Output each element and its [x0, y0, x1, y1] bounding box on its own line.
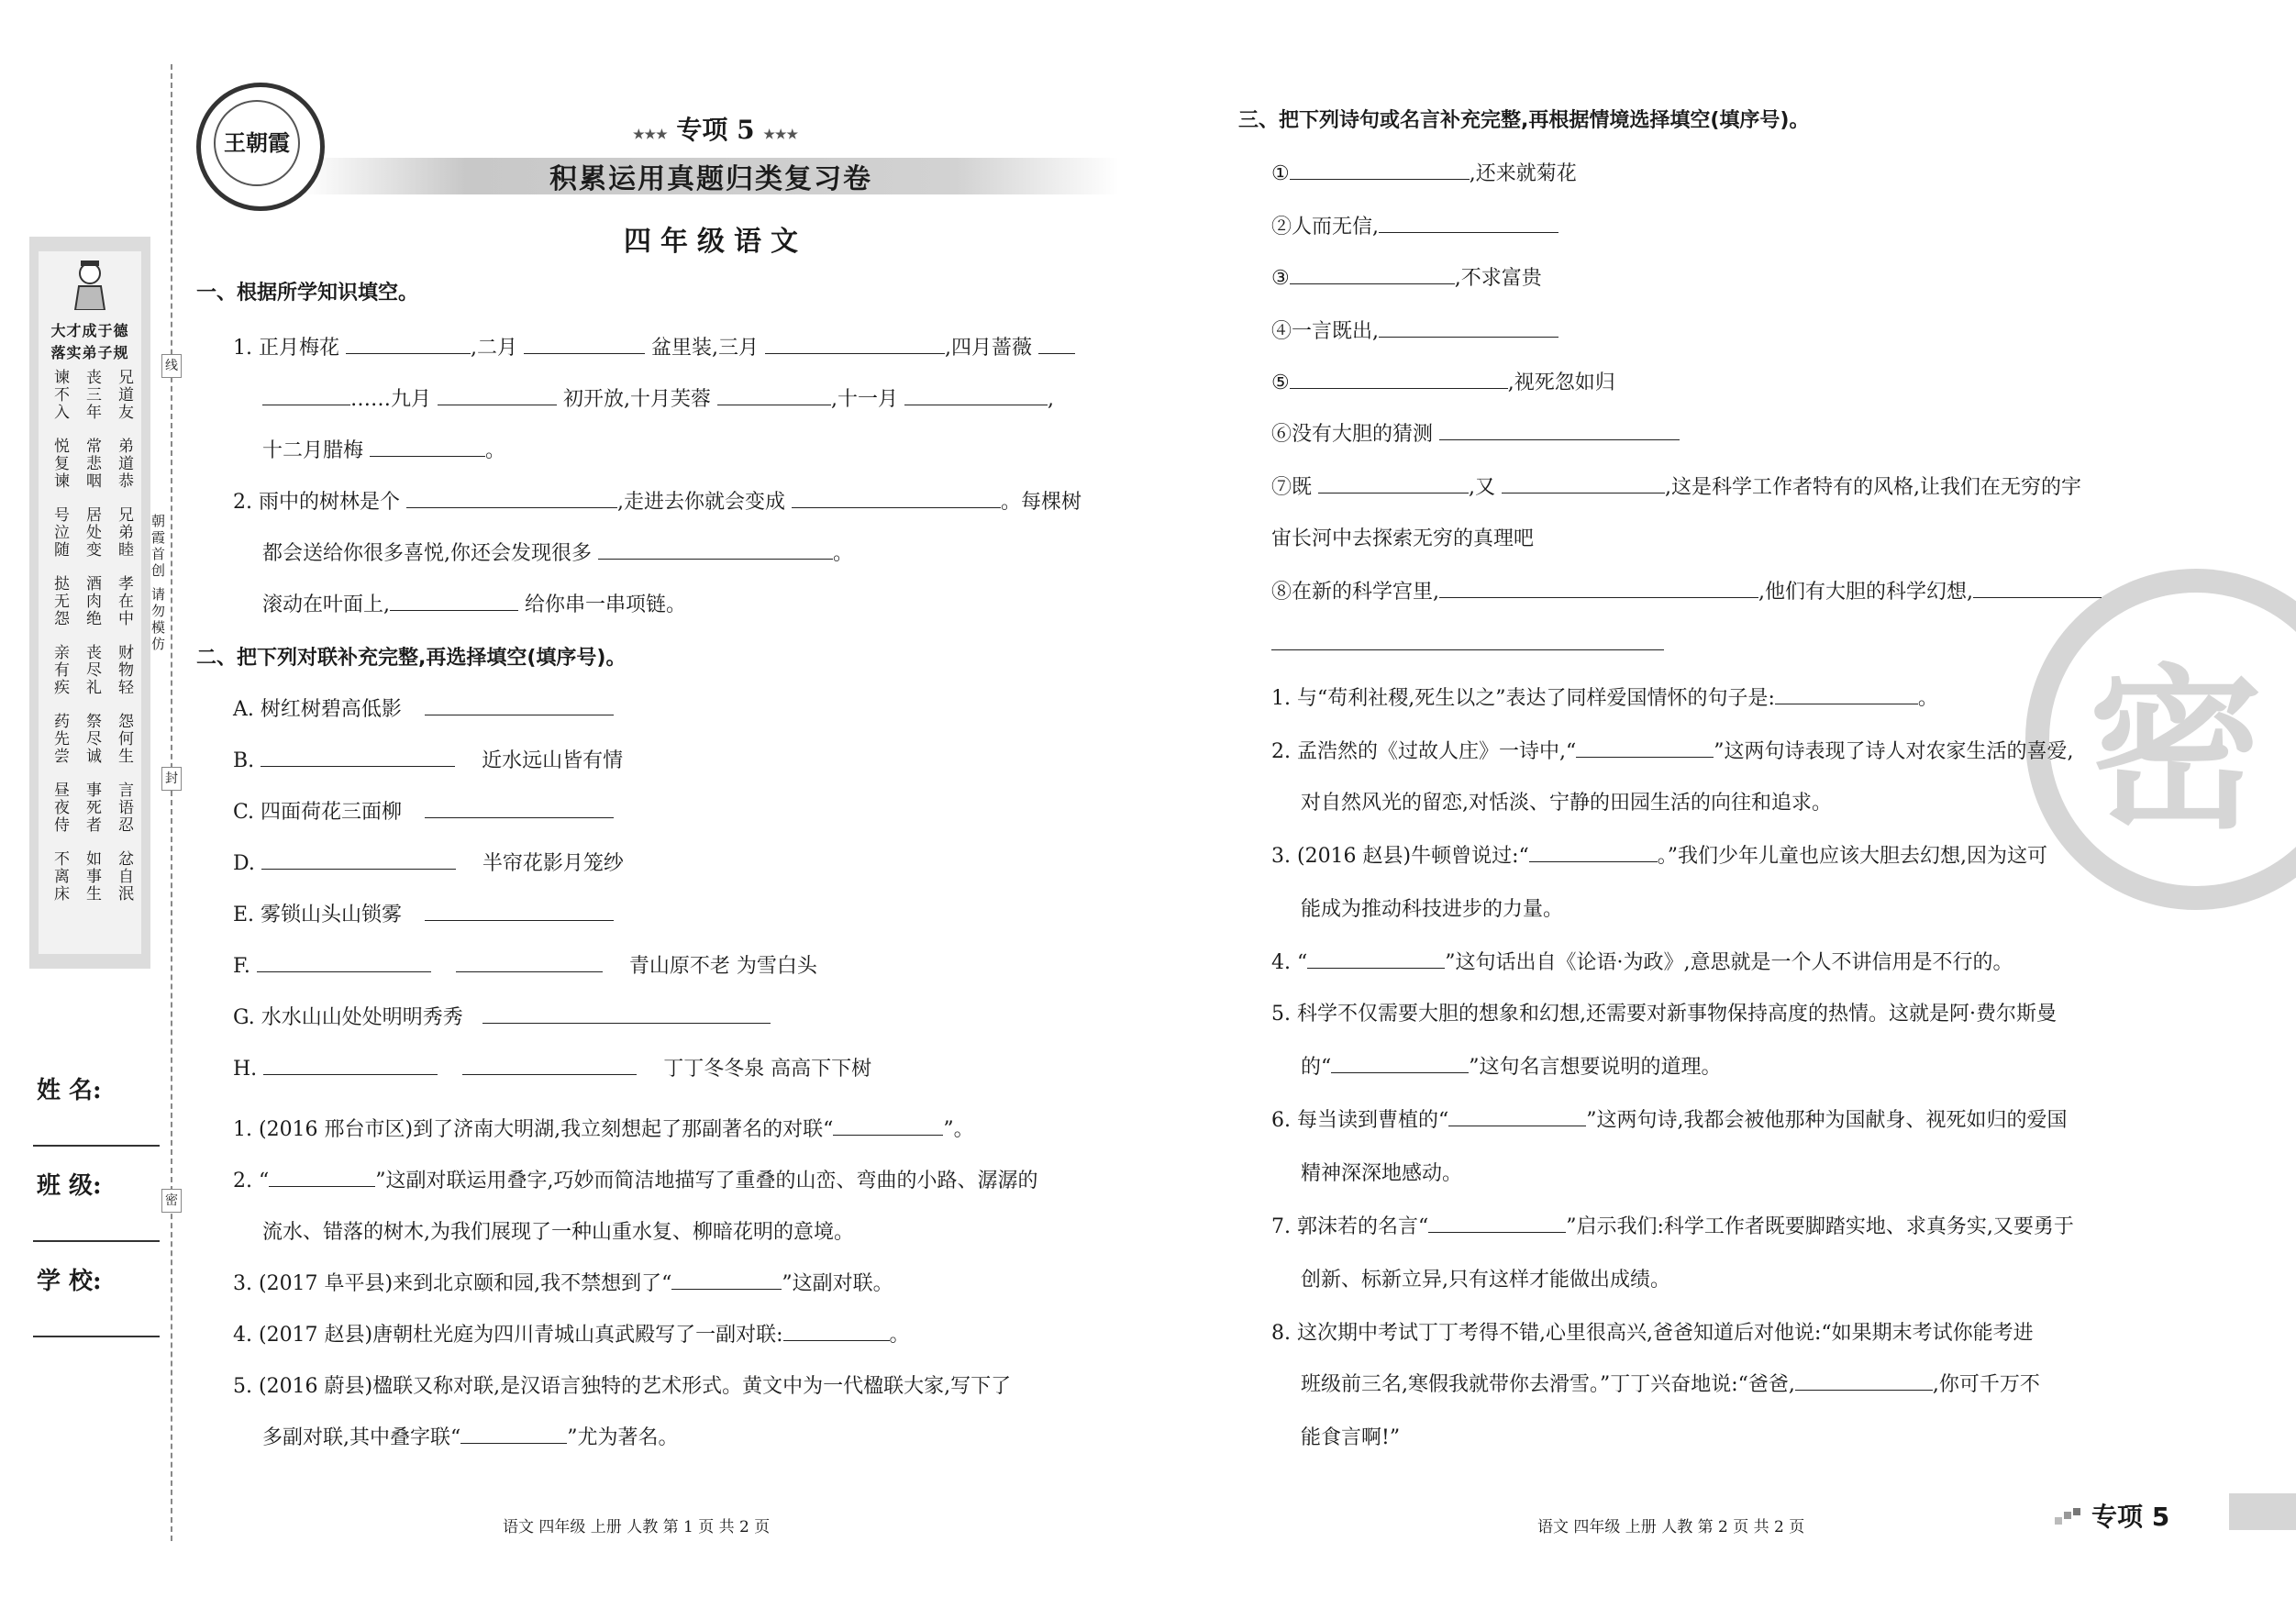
- ctx-q5-line-2: 的“ ”这句名言想要说明的道理。: [1301, 1056, 1722, 1079]
- q2-line-2: 都会送给你很多喜悦,你还会发现很多 。: [262, 542, 854, 565]
- ctx-q3-line-1: 3. (2016 赵县)牛顿曾说过:“ 。”我们少年儿童也应该大胆去幻想,因为这可: [1271, 845, 2048, 868]
- item-2: ②人而无信,: [1271, 215, 1558, 240]
- verse-column: 事死者: [83, 782, 101, 834]
- brand-logo-text: 王朝霞: [214, 100, 300, 186]
- verse-column: 财物轻: [115, 644, 133, 696]
- couplet-q5-line-1: 5. (2016 蔚县)楹联又称对联,是汉语言独特的艺术形式。黄文中为一代楹联大家,写下了: [233, 1375, 1012, 1398]
- verse-group: [48, 369, 136, 421]
- ctx-q6-line-2: 精神深深地感动。: [1301, 1162, 1463, 1185]
- name-field[interactable]: [33, 1145, 160, 1147]
- answer-blank[interactable]: [524, 337, 645, 354]
- couplet-q2-line-1: 2. “ ”这副对联运用叠字,巧妙而简洁地描写了重叠的山峦、弯曲的小路、潺潺的: [233, 1170, 1038, 1192]
- binding-mark-mi: 密: [161, 1189, 182, 1213]
- item-8-line-1: ⑧在新的科学宫里, ,他们有大胆的科学幻想,: [1271, 580, 2102, 605]
- verse-column: 言语忍: [115, 782, 133, 834]
- answer-blank[interactable]: [1290, 372, 1508, 389]
- answer-blank[interactable]: [1290, 162, 1470, 180]
- verse-group: [48, 850, 136, 903]
- verse-column: 丧尽礼: [83, 644, 101, 696]
- seal-char: 密: [2088, 648, 2263, 852]
- answer-blank[interactable]: [671, 1272, 782, 1290]
- ctx-q7-line-2: 创新、标新立异,只有这样才能做出成绩。: [1301, 1269, 1670, 1292]
- item-7-line-1: ⑦既 ,又 ,这是科学工作者特有的风格,让我们在无穷的宇: [1271, 476, 2082, 499]
- answer-blank[interactable]: [346, 337, 471, 354]
- couplet-q3: 3. (2017 阜平县)来到北京颐和园,我不禁想到了“ ”这副对联。: [233, 1272, 893, 1295]
- answer-blank[interactable]: [1331, 1056, 1469, 1073]
- answer-blank[interactable]: [390, 593, 518, 611]
- couplet-q4: 4. (2017 赵县)唐朝杜光庭为四川青城山真武殿写了一副对联: 。: [233, 1324, 910, 1347]
- section-2-title: 二、把下列对联补充完整,再选择填空(填序号)。: [196, 647, 627, 670]
- motto-panel: [29, 237, 150, 969]
- q1-line-2: ……九月 初开放,十月芙蓉 ,十一月 ,: [262, 387, 1054, 413]
- verse-column: 不离床: [50, 850, 69, 903]
- couplet-e: E. 雾锁山头山锁雾: [233, 903, 614, 928]
- corner-shade: [2229, 1493, 2296, 1530]
- item-3: ③ ,不求富贵: [1271, 267, 1542, 290]
- item-6: ⑥没有大胆的猜测: [1271, 422, 1680, 448]
- ctx-q8-line-3: 能食言啊!”: [1301, 1426, 1401, 1449]
- grade-subject: 四年级语文: [624, 226, 807, 258]
- answer-blank[interactable]: [425, 801, 614, 818]
- couplet-a: A. 树红树碧高低影: [233, 697, 614, 723]
- binding-mark-feng: 封: [161, 767, 182, 791]
- answer-blank[interactable]: [1973, 581, 2102, 598]
- couplet-b: B. 近水远山皆有情: [233, 749, 624, 772]
- page-title: 积累运用真题归类复习卷: [549, 163, 872, 195]
- ctx-q7-line-1: 7. 郭沫若的名言“ ”启示我们:科学工作者既要脚踏实地、求真务实,又要勇于: [1271, 1215, 2074, 1238]
- answer-blank[interactable]: [1439, 581, 1758, 598]
- copyright-note: 朝霞首创 请勿模仿: [150, 514, 166, 653]
- answer-blank[interactable]: [1795, 1373, 1933, 1391]
- special-heading: [514, 110, 917, 147]
- answer-blank[interactable]: [717, 388, 831, 405]
- verse-group: [48, 506, 136, 559]
- item-1: ① ,还来就菊花: [1271, 162, 1577, 185]
- answer-blank[interactable]: [370, 439, 485, 457]
- ctx-q3-line-2: 能成为推动科技进步的力量。: [1301, 898, 1564, 921]
- answer-blank[interactable]: [1318, 476, 1469, 494]
- scholar-figure-icon: [72, 261, 108, 310]
- answer-blank[interactable]: [1290, 267, 1455, 284]
- answer-blank[interactable]: [261, 749, 455, 767]
- q1-line-1: 1. 正月梅花 ,二月 盆里装,三月 ,四月蔷薇: [233, 336, 1075, 361]
- answer-blank[interactable]: [482, 1006, 771, 1024]
- binding-mark-xian: 线: [161, 354, 182, 378]
- couplet-f: F. 青山原不老 为雪白头: [233, 955, 817, 978]
- answer-blank[interactable]: [425, 698, 614, 715]
- ctx-q8-line-1: 8. 这次期中考试丁丁考得不错,心里很高兴,爸爸知道后对他说:“如果期末考试你能考进: [1271, 1322, 2034, 1345]
- verse-group: [48, 713, 136, 765]
- answer-blank[interactable]: [460, 1426, 567, 1444]
- verse-column: 悦复谏: [50, 438, 69, 490]
- couplet-c: C. 四面荷花三面柳: [233, 800, 614, 826]
- ctx-q2-line-1: 2. 孟浩然的《过故人庄》一诗中,“ ”这两句诗表现了诗人对农家生活的喜爱,: [1271, 740, 2074, 763]
- couplet-g: G. 水水山山处处明明秀秀: [233, 1005, 771, 1031]
- binding-line: [171, 64, 172, 1541]
- answer-blank[interactable]: [783, 1324, 890, 1341]
- answer-blank[interactable]: [1448, 1109, 1586, 1126]
- answer-blank[interactable]: [462, 1058, 637, 1075]
- verse-group: [48, 782, 136, 834]
- verse-column: 怨何生: [115, 713, 133, 765]
- item-5: ⑤ ,视死忽如归: [1271, 372, 1615, 394]
- verse-column: 号泣随: [50, 506, 69, 559]
- answer-blank[interactable]: [1307, 951, 1445, 969]
- couplet-d: D. 半帘花影月笼纱: [233, 852, 624, 875]
- answer-blank[interactable]: [904, 388, 1048, 405]
- name-label: 姓 名:: [37, 1077, 102, 1104]
- answer-blank[interactable]: [1379, 320, 1558, 338]
- answer-blank[interactable]: [456, 955, 603, 972]
- answer-blank[interactable]: [1271, 649, 1664, 650]
- answer-blank[interactable]: [438, 388, 557, 405]
- stars-left: ★★★: [632, 128, 668, 142]
- answer-blank[interactable]: [1379, 216, 1558, 233]
- class-field[interactable]: [33, 1240, 160, 1242]
- verse-column: 居处变: [83, 506, 101, 559]
- verse-column: 孝在中: [115, 575, 133, 627]
- page-1-footer: 语文 四年级 上册 人教 第 1 页 共 2 页: [503, 1518, 771, 1536]
- couplet-h: H. 丁丁冬冬泉 高高下下树: [233, 1058, 872, 1081]
- couplet-q1: 1. (2016 邢台市区)到了济南大明湖,我立刻想起了那副著名的对联“ ”。: [233, 1118, 974, 1141]
- answer-blank[interactable]: [269, 1170, 375, 1187]
- couplet-q2-line-2: 流水、错落的树木,为我们展现了一种山重水复、柳暗花明的意境。: [262, 1221, 854, 1244]
- answer-blank[interactable]: [406, 491, 617, 508]
- section-3-title: 三、把下列诗句或名言补充完整,再根据情境选择填空(填序号)。: [1238, 109, 1810, 132]
- special-tag: 专项 5: [2091, 1502, 2170, 1532]
- school-label: 学 校:: [37, 1268, 102, 1295]
- answer-blank[interactable]: [1576, 740, 1714, 758]
- ctx-q8-line-2: 班级前三名,寒假我就带你去滑雪。”丁丁兴奋地说:“爸爸, ,你可千万不: [1301, 1373, 2040, 1396]
- verse-column: 昼夜侍: [50, 782, 69, 834]
- answer-blank[interactable]: [1502, 476, 1665, 494]
- answer-blank[interactable]: [792, 491, 1001, 508]
- verse-column: 药先尝: [50, 713, 69, 765]
- answer-blank[interactable]: [598, 542, 833, 560]
- answer-blank[interactable]: [1439, 423, 1680, 440]
- answer-blank[interactable]: [1428, 1215, 1566, 1233]
- motto-line-2: 落实弟子规: [50, 344, 129, 361]
- verse-column: 常悲咽: [83, 438, 101, 490]
- answer-blank[interactable]: [1529, 845, 1658, 862]
- special-label: 专项: [676, 115, 728, 145]
- motto-line-1: 大才成于德: [50, 322, 129, 339]
- ctx-q2-line-2: 对自然风光的留恋,对恬淡、宁静的田园生活的向往和追求。: [1301, 792, 1832, 815]
- verse-column: 弟道恭: [115, 438, 133, 490]
- answer-blank[interactable]: [261, 852, 456, 870]
- answer-blank[interactable]: [1038, 337, 1075, 354]
- answer-blank[interactable]: [833, 1118, 943, 1136]
- verse-column: 酒肉绝: [83, 575, 101, 627]
- ctx-q4: 4. “ ”这句话出自《论语·为政》,意思就是一个人不讲信用是不行的。: [1271, 951, 2013, 974]
- item-4: ④一言既出,: [1271, 319, 1558, 345]
- answer-blank[interactable]: [263, 1058, 438, 1075]
- item-7-line-2: 宙长河中去探索无穷的真理吧: [1271, 527, 1535, 550]
- answer-blank[interactable]: [257, 955, 431, 972]
- page-2-footer: 语文 四年级 上册 人教 第 2 页 共 2 页: [1537, 1518, 1805, 1536]
- verse-column: 谏不入: [50, 369, 69, 421]
- ctx-q6-line-1: 6. 每当读到曹植的“ ”这两句诗,我都会被他那种为国献身、视死如归的爱国: [1271, 1109, 2068, 1132]
- verse-column: 挞无怨: [50, 575, 69, 627]
- verse-column: 丧三年: [83, 369, 101, 421]
- answer-blank[interactable]: [425, 904, 614, 921]
- corner-dots-icon: [2055, 1508, 2082, 1525]
- ctx-q1: 1. 与“苟利社稷,死生以之”表达了同样爱国情怀的句子是: 。: [1271, 687, 1938, 710]
- verse-column: 祭尽诚: [83, 713, 101, 765]
- q1-line-3: 十二月腊梅 。: [262, 439, 506, 462]
- answer-blank[interactable]: [262, 388, 350, 405]
- school-field[interactable]: [33, 1336, 160, 1337]
- q2-line-3: 滚动在叶面上, 给你串一串项链。: [262, 593, 687, 616]
- verse-column: 亲有疾: [50, 644, 69, 696]
- verse-column: 忿自泯: [115, 850, 133, 903]
- special-number: 5: [737, 115, 755, 145]
- verse-group: [48, 575, 136, 627]
- q2-line-1: 2. 雨中的树林是个 ,走进去你就会变成 。每棵树: [233, 491, 1081, 514]
- couplet-q5-line-2: 多副对联,其中叠字联“ ”尤为著名。: [262, 1426, 679, 1449]
- verse-column: 兄弟睦: [115, 506, 133, 559]
- dizigui-verses: [48, 369, 136, 919]
- stars-right: ★★★: [763, 128, 799, 142]
- section-1-title: 一、根据所学知识填空。: [196, 282, 419, 305]
- verse-column: 兄道友: [115, 369, 133, 421]
- answer-blank[interactable]: [765, 337, 945, 354]
- verse-group: [48, 644, 136, 696]
- answer-blank[interactable]: [1775, 687, 1918, 704]
- verse-group: [48, 438, 136, 490]
- ctx-q5-line-1: 5. 科学不仅需要大胆的想象和幻想,还需要对新事物保持高度的热情。这就是阿·费尔斯曼: [1271, 1003, 2057, 1026]
- verse-column: 如事生: [83, 850, 101, 903]
- class-label: 班 级:: [37, 1172, 102, 1200]
